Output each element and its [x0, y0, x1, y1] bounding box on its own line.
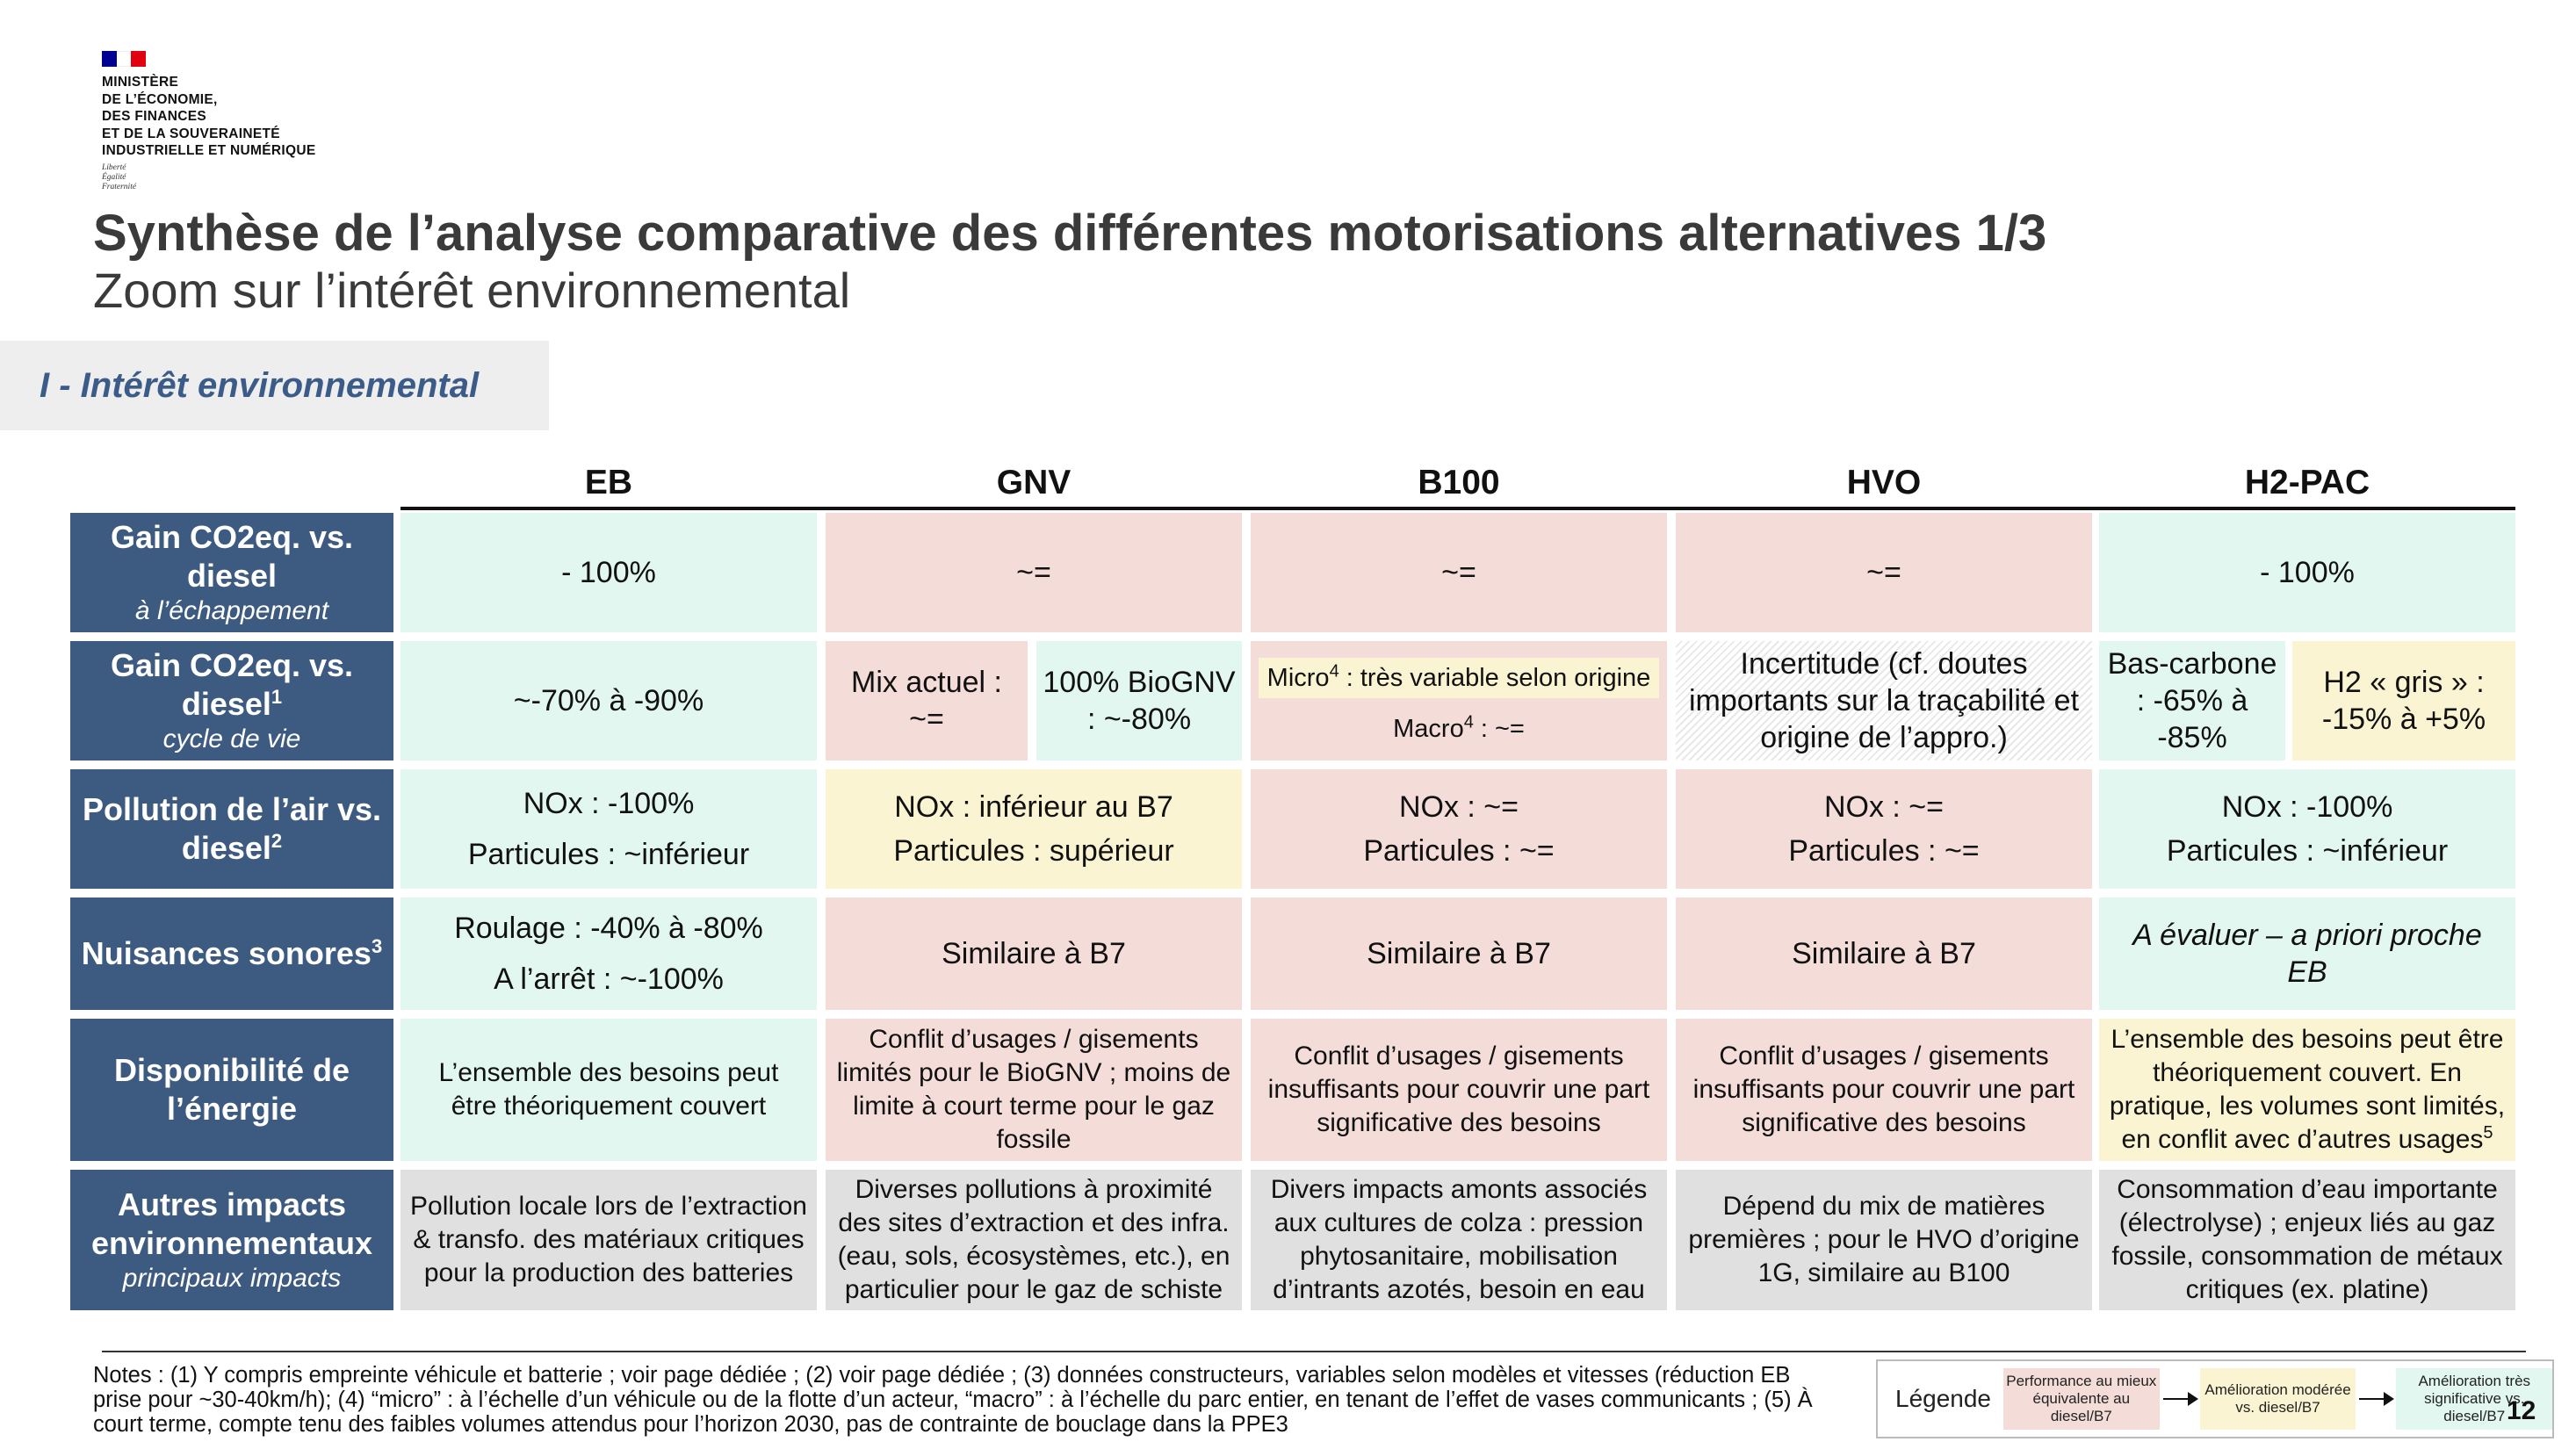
section-tab: [0, 341, 549, 430]
cell-text: Conflit d’usages / gisements insuffisants pour couvrir une part significative des besoins: [1692, 1042, 2075, 1137]
cell-hvo-gain-cycle: [1676, 641, 2092, 761]
logo-line: DES FINANCES: [102, 109, 207, 124]
cell-text: ~=: [1866, 556, 1901, 589]
cell-text: NOx : -100%: [2221, 790, 2393, 824]
logo-line: INDUSTRIELLE ET NUMÉRIQUE: [102, 143, 316, 158]
row-label-text: Nuisances sonores: [81, 935, 372, 971]
cell-eb-gain-echappement: [400, 513, 817, 632]
cell-b100-disponibilite: [1251, 1019, 1667, 1161]
row-label-pollution: [70, 769, 393, 889]
cell-text: Conflit d’usages / gisements insuffisants pour couvrir une part significative des besoins: [1267, 1042, 1650, 1137]
row-label-main: [70, 646, 393, 724]
cell-text: NOx : ~=: [1398, 790, 1519, 824]
arrow-right-icon: [2359, 1398, 2392, 1400]
row-label-main: Autres impacts environnementaux: [90, 1186, 373, 1261]
legend: [1876, 1359, 2554, 1438]
cell-text: A évaluer – a priori proche EB: [2132, 919, 2482, 989]
cell-text: - 100%: [2260, 556, 2355, 589]
row-label-autres-impacts: [70, 1170, 393, 1310]
cell-text: Bas-carbone : -65% à -85%: [2107, 647, 2277, 754]
cell-b100-pollution: [1251, 769, 1667, 889]
cell-text: 100% BioGNV : ~-80%: [1043, 666, 1236, 736]
header-rule: [400, 507, 2515, 510]
cell-text: Divers impacts amonts associés aux cultures de colza : pression phytosanitaire, mobilisation d’intrants azotés, besoin en eau: [1270, 1175, 1648, 1304]
legend-item-baseline: Performance au mieux équivalente au diesel/B7: [2003, 1368, 2160, 1430]
footnote-ref: 1: [271, 686, 283, 708]
cell-text: Similaire à B7: [942, 937, 1126, 970]
cell-b100-gain-cycle: [1251, 641, 1667, 761]
cell-text: A l’arrêt : ~-100%: [494, 962, 724, 996]
cell-b100-nuisances: [1251, 898, 1667, 1010]
cell-hvo-autres-impacts: [1676, 1170, 2092, 1310]
row-label-main: [70, 790, 393, 868]
cell-text: : ~=: [1473, 715, 1525, 743]
row-label-sub: principaux impacts: [122, 1264, 342, 1293]
cell-hvo-pollution: [1676, 769, 2092, 889]
cell-b100-gain-echappement: [1251, 513, 1667, 632]
legend-item-significant: Amélioration très significative vs. diesel/B7: [2396, 1368, 2552, 1430]
row-label-main: Disponibilité de l’énergie: [113, 1052, 350, 1127]
cell-text: Mix actuel : ~=: [851, 666, 1002, 736]
cell-h2-gain-cycle-gris: [2292, 641, 2515, 761]
logo-line: ET DE LA SOUVERAINETÉ: [102, 126, 280, 141]
column-header-eb: EB: [584, 464, 633, 501]
cell-text: Similaire à B7: [1792, 937, 1976, 970]
cell-text: Incertitude (cf. doutes importants sur la traçabilité et origine de l’appro.): [1688, 647, 2080, 754]
row-label-nuisances: [70, 898, 393, 1010]
cell-text: Similaire à B7: [1367, 937, 1551, 970]
row-label-main: Gain CO2eq. vs. diesel: [110, 519, 354, 594]
column-header-gnv: GNV: [996, 464, 1072, 501]
cell-text: ~=: [1016, 556, 1051, 589]
cell-text: L’ensemble des besoins peut être théoriquement couvert: [438, 1058, 779, 1121]
motto: [102, 163, 383, 192]
row-label-gain-echappement: [70, 513, 393, 632]
cell-text: Particules : ~inférieur: [467, 838, 750, 871]
row-label-text: Gain CO2eq. vs. diesel: [110, 647, 354, 722]
footnote-ref: 3: [371, 935, 383, 957]
cell-gnv-gain-echappement: [826, 513, 1242, 632]
cell-h2-nuisances: [2099, 898, 2515, 1010]
cell-h2-gain-echappement: [2099, 513, 2515, 632]
ministry-logo: [102, 51, 383, 192]
cell-eb-disponibilite: [400, 1019, 817, 1161]
logo-line: DE L’ÉCONOMIE,: [102, 91, 218, 107]
cell-hvo-gain-echappement: [1676, 513, 2092, 632]
page-title: Synthèse de l’analyse comparative des différentes motorisations alternatives 1/3: [93, 205, 2047, 262]
logo-line: MINISTÈRE: [102, 75, 179, 90]
cell-eb-nuisances: [400, 898, 817, 1010]
cell-text: Conflit d’usages / gisements limités pour le BioGNV ; moins de limite à court terme pour le gaz fossile: [836, 1025, 1231, 1154]
cell-text: Dépend du mix de matières premières ; pour le HVO d’origine 1G, similaire au B100: [1688, 1192, 2080, 1287]
row-label-sub: cycle de vie: [162, 724, 301, 753]
cell-eb-gain-cycle: [400, 641, 817, 761]
cell-gnv-nuisances: [826, 898, 1242, 1010]
arrow-right-icon: [2163, 1398, 2197, 1400]
cell-gnv-disponibilite: [826, 1019, 1242, 1161]
micro-chip: [1259, 658, 1660, 698]
cell-text-wrapper: [2106, 1023, 2508, 1157]
cell-h2-pollution: [2099, 769, 2515, 889]
cell-h2-autres-impacts: [2099, 1170, 2515, 1310]
footnote-ref: 4: [1463, 712, 1474, 732]
legend-title: Légende: [1895, 1385, 1992, 1412]
cell-gnv-pollution: [826, 769, 1242, 889]
cell-text: NOx : ~=: [1823, 790, 1945, 824]
footnotes: Notes : (1) Y compris empreinte véhicule et batterie ; voir page dédiée ; (2) voir page dédiée ; (3) données constructeurs, variables selon modèles et vitesses (réduction EB prise pour ~30-40km/h); (4) “micro” : à l’échelle d’un véhicule ou de la flotte d’un acteur, “macro” : à l’échelle du parc entier, en tenant de l’effet de vases communicants ; (5) À court terme, compte tenu des faibles volumes attendus pour l’horizon 2030, pas de contrainte de bouclage dans la PPE3: [93, 1363, 1813, 1437]
row-label-disponibilite: [70, 1019, 393, 1161]
page-subtitle: Zoom sur l’intérêt environnemental: [93, 263, 851, 318]
page-number: 12: [2507, 1396, 2536, 1425]
row-label-gain-cycle: [70, 641, 393, 761]
cell-h2-gain-cycle-bas-carbone: [2099, 641, 2285, 761]
cell-text: L’ensemble des besoins peut être théoriquement couvert. En pratique, les volumes sont limités, en conflit avec d’autres usages: [2109, 1025, 2506, 1154]
cell-text: Diverses pollutions à proximité des sites d’extraction et des infra. (eau, sols, écosystèmes, etc.), en particulier pour le gaz de schiste: [837, 1175, 1230, 1304]
motto-line: Fraternité: [102, 182, 137, 191]
macro-text: [1393, 714, 1525, 744]
cell-hvo-nuisances: [1676, 898, 2092, 1010]
cell-text: Particules : ~=: [1363, 834, 1555, 868]
cell-gnv-autres-impacts: [826, 1170, 1242, 1310]
motto-line: Égalité: [102, 172, 126, 182]
footnote-ref: 4: [1329, 661, 1339, 681]
footnote-ref: 2: [271, 830, 283, 852]
column-header-h2pac: H2-PAC: [2244, 464, 2370, 501]
cell-gnv-gain-cycle-mix: [826, 641, 1028, 761]
column-header-hvo: HVO: [1846, 464, 1922, 501]
footer-rule: [102, 1351, 2526, 1352]
cell-text: - 100%: [561, 556, 656, 589]
cell-text: Particules : supérieur: [893, 834, 1174, 868]
cell-text: Macro: [1393, 715, 1464, 743]
legend-item-moderate: Amélioration modérée vs. diesel/B7: [2200, 1368, 2356, 1430]
cell-eb-pollution: [400, 769, 817, 889]
cell-text: Consommation d’eau importante (électrolyse) ; enjeux liés au gaz fossile, consommation de métaux critiques (ex. platine): [2111, 1175, 2503, 1304]
footnote-ref: 5: [2483, 1123, 2493, 1143]
cell-text: ~-70% à -90%: [513, 684, 704, 717]
cell-text: H2 « gris » : -15% à +5%: [2321, 666, 2486, 736]
cell-text: Particules : ~inférieur: [2166, 834, 2449, 868]
cell-text: Micro: [1266, 664, 1330, 692]
motto-line: Liberté: [102, 162, 126, 172]
french-flag-icon: [102, 51, 146, 67]
cell-h2-disponibilite: [2099, 1019, 2515, 1161]
cell-text: Particules : ~=: [1788, 834, 1980, 868]
cell-text: ~=: [1441, 556, 1476, 589]
cell-b100-autres-impacts: [1251, 1170, 1667, 1310]
cell-text: Roulage : -40% à -80%: [454, 912, 763, 945]
section-label: I - Intérêt environnemental: [40, 365, 480, 405]
row-label-text: Pollution de l’air vs. diesel: [82, 791, 382, 866]
cell-hvo-disponibilite: [1676, 1019, 2092, 1161]
row-label-sub: à l’échappement: [134, 596, 329, 625]
row-label-main: [82, 934, 382, 973]
cell-text: NOx : -100%: [523, 787, 695, 820]
cell-gnv-gain-cycle-biognv: [1036, 641, 1242, 761]
cell-text: NOx : inférieur au B7: [894, 790, 1173, 824]
column-header-b100: B100: [1418, 464, 1500, 501]
cell-eb-autres-impacts: [400, 1170, 817, 1310]
cell-text: Pollution locale lors de l’extraction & transfo. des matériaux critiques pour la production des batteries: [410, 1192, 807, 1287]
cell-text: : très variable selon origine: [1339, 664, 1651, 692]
